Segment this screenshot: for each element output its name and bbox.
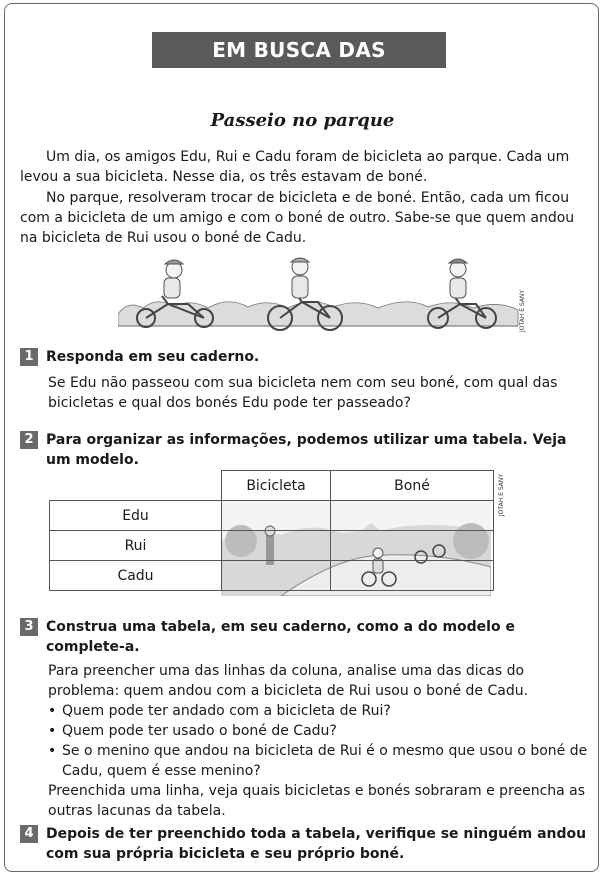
model-table bbox=[49, 470, 494, 591]
story-paragraph-1: Um dia, os amigos Edu, Rui e Cadu foram de bicicleta ao parque. Cada um levou a sua bicicleta. Nesse dia, os três estavam de boné. bbox=[20, 149, 570, 185]
question-number-badge: 1 bbox=[20, 348, 38, 366]
table-row bbox=[50, 561, 494, 591]
table-row bbox=[50, 501, 494, 531]
illustration-credit: JOTAH E SANY bbox=[519, 289, 526, 332]
list-item: • Se o menino que andou na bicicleta de Rui é o mesmo que usou o boné de Cadu, quem é esse menino? bbox=[48, 741, 592, 781]
question-2 bbox=[20, 430, 592, 470]
row-label: Cadu bbox=[50, 561, 222, 591]
section-banner: EM BUSCA DAS SOLUÇÕES bbox=[152, 32, 446, 68]
row-label: Edu bbox=[50, 501, 222, 531]
question-heading: Depois de ter preenchido toda a tabela, verifique se ninguém andou com sua própria bicicleta e seu próprio boné. bbox=[46, 826, 587, 862]
question-number-badge: 4 bbox=[20, 825, 38, 843]
table-row bbox=[50, 531, 494, 561]
question-4 bbox=[20, 824, 592, 864]
list-item: • Quem pode ter andado com a bicicleta de Rui? bbox=[48, 701, 592, 721]
story-paragraph-2: No parque, resolveram trocar de bicicleta e de boné. Então, cada um ficou com a bicicleta de um amigo e com o boné de outro. Sabe-se que quem andou na bicicleta de Rui usou o boné de Cadu. bbox=[20, 190, 575, 246]
question-outro: Preenchida uma linha, veja quais bicicletas e bonés sobraram e preencha as outras lacunas da tabela. bbox=[48, 783, 586, 819]
column-header: Bicicleta bbox=[222, 471, 331, 501]
question-bullet-list bbox=[48, 701, 592, 781]
bikes-illustration bbox=[118, 252, 528, 338]
table-header-row bbox=[50, 471, 494, 501]
question-heading: Construa uma tabela, em seu caderno, como a do modelo e complete-a. bbox=[46, 619, 515, 655]
list-item: • Quem pode ter usado o boné de Cadu? bbox=[48, 721, 592, 741]
question-number-badge: 3 bbox=[20, 618, 38, 636]
question-1 bbox=[20, 347, 592, 413]
column-header: Boné bbox=[331, 471, 494, 501]
model-table-area bbox=[49, 470, 519, 596]
question-intro: Para preencher uma das linhas da coluna, analise uma das dicas do problema: quem andou com a bicicleta de Rui usou o boné de Cadu. bbox=[48, 663, 529, 699]
row-label: Rui bbox=[50, 531, 222, 561]
question-number-badge: 2 bbox=[20, 431, 38, 449]
page-title: Passeio no parque bbox=[210, 110, 395, 131]
question-heading: Para organizar as informações, podemos utilizar uma tabela. Veja um modelo. bbox=[46, 432, 567, 468]
question-text: Se Edu não passeou com sua bicicleta nem com seu boné, com qual das bicicletas e qual dos bonés Edu pode ter passeado? bbox=[48, 375, 558, 411]
story-text bbox=[20, 147, 590, 248]
illustration-credit: JOTAH E SANY bbox=[498, 474, 505, 517]
question-3 bbox=[20, 617, 592, 821]
question-heading: Responda em seu caderno. bbox=[46, 349, 260, 365]
